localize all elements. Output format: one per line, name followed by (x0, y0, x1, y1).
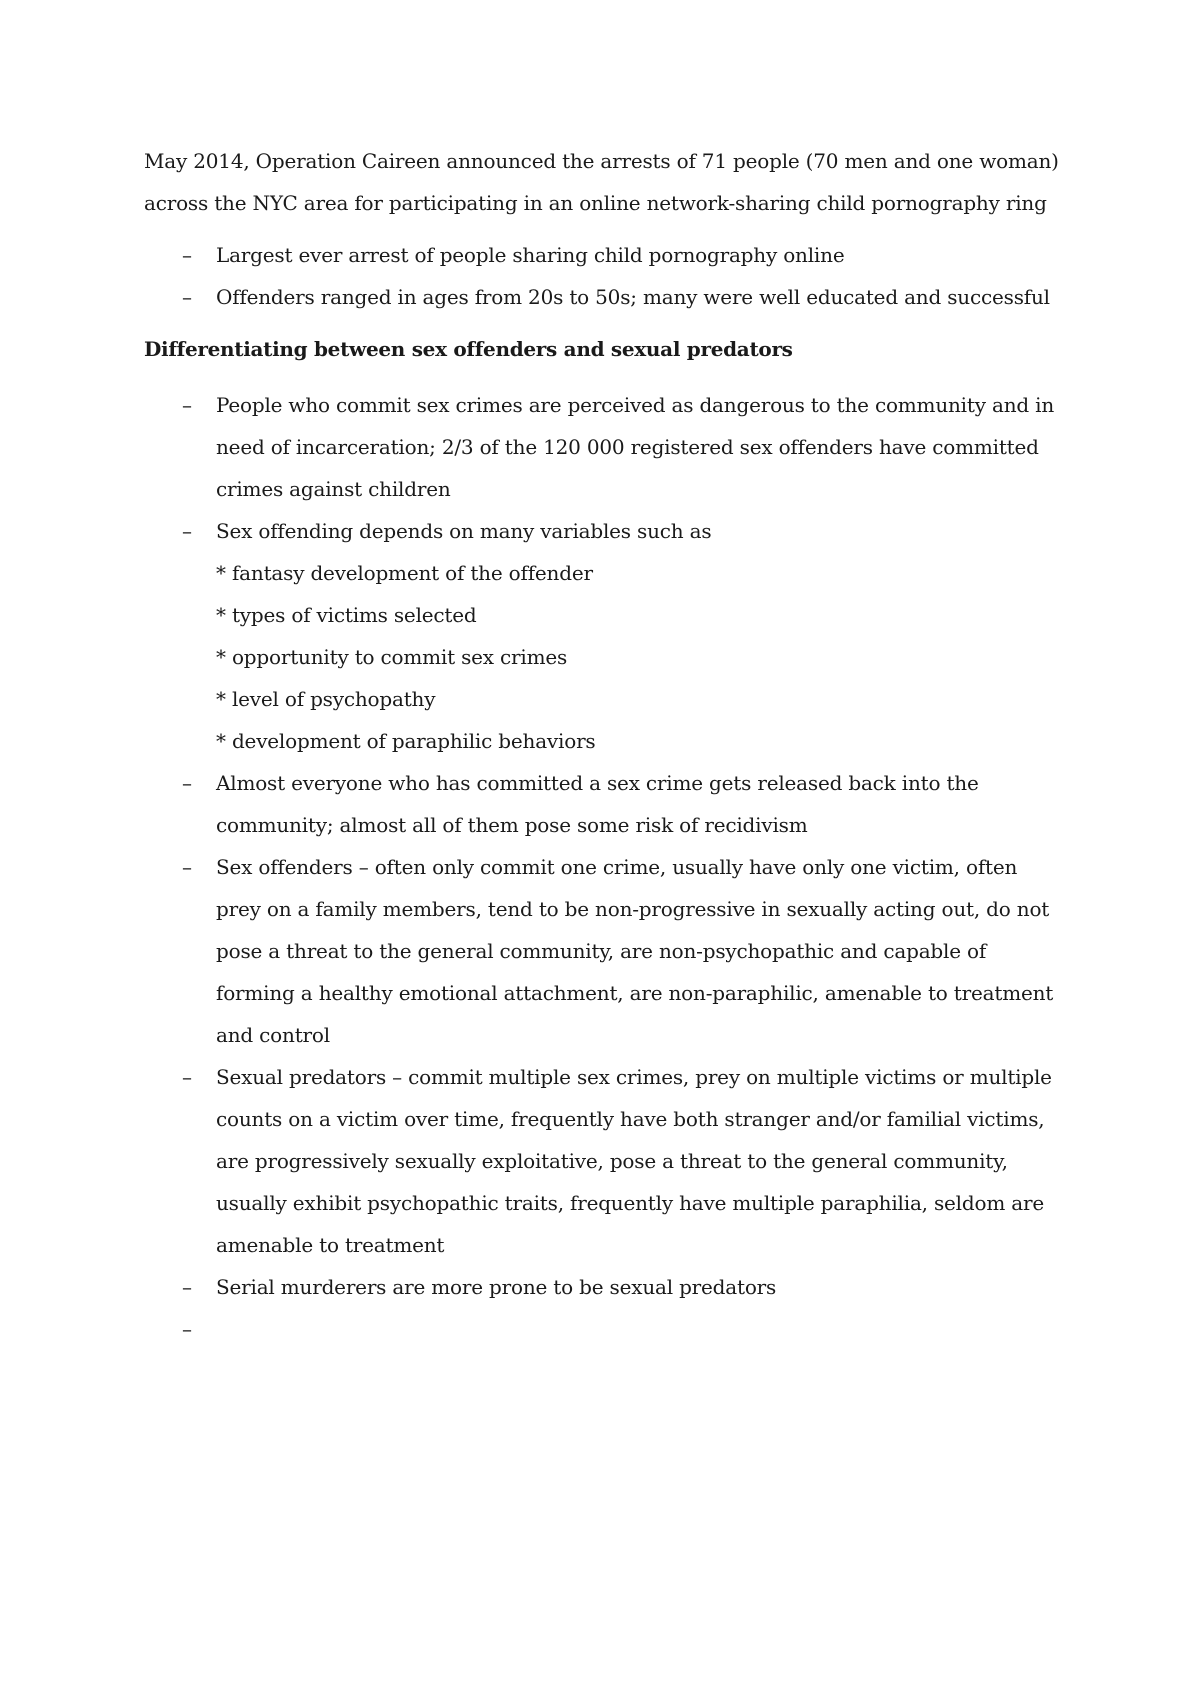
intro-line-1: May 2014, Operation Caireen announced the arrests of 71 people (70 men and one woman) (144, 149, 1059, 173)
dash-bullet: – (182, 393, 192, 417)
dash-bullet: – (182, 519, 192, 543)
dash-bullet: – (182, 771, 192, 795)
dash-bullet: – (182, 243, 192, 267)
list-item (144, 276, 1064, 318)
sub-list-item: * fantasy development of the offender (216, 561, 593, 585)
dash-bullet: – (182, 1275, 192, 1299)
list-item-text: Offenders ranged in ages from 20s to 50s; many were well educated and successful (216, 285, 1050, 309)
document-page (144, 140, 1064, 1360)
sub-list-item: * types of victims selected (216, 603, 477, 627)
list-item (144, 762, 1064, 846)
section-heading: Differentiating between sex offenders and sexual predators (144, 337, 793, 361)
list-item (144, 234, 1064, 276)
dash-bullet: – (182, 1317, 192, 1341)
intro-bullet-list (144, 234, 1064, 318)
main-bullet-list (144, 384, 1064, 1350)
dash-bullet: – (182, 855, 192, 879)
dash-bullet: – (182, 285, 192, 309)
sub-list-item: * opportunity to commit sex crimes (216, 645, 568, 669)
list-item-text: Sex offending depends on many variables such as (216, 519, 712, 543)
list-item-text: Largest ever arrest of people sharing child pornography online (216, 243, 845, 267)
list-item-text: People who commit sex crimes are perceived as dangerous to the community and in need of incarceration; 2/3 of the 120 000 registered sex offenders have committed crimes against children (216, 393, 1055, 501)
list-item-text: Almost everyone who has committed a sex crime gets released back into the community; almost all of them pose some risk of recidivism (216, 771, 979, 837)
sub-list-item: * development of paraphilic behaviors (216, 729, 596, 753)
list-item (144, 384, 1064, 510)
dash-bullet: – (182, 1065, 192, 1089)
intro-paragraph (144, 140, 1064, 224)
list-item-text: Sex offenders – often only commit one crime, usually have only one victim, often prey on a family members, tend to be non-progressive in sexually acting out, do not pose a threat to the general community, are non-psychopathic and capable of forming a healthy emotional attachment, are non-paraphilic, amenable to treatment and control (216, 855, 1054, 1047)
sub-list-item: * level of psychopathy (216, 687, 436, 711)
list-item (144, 1056, 1064, 1266)
list-item-text: Sexual predators – commit multiple sex crimes, prey on multiple victims or multiple counts on a victim over time, frequently have both stranger and/or familial victims, are progressively sexually exploitative, pose a threat to the general community, usually exhibit psychopathic traits, frequently have multiple paraphilia, seldom are amenable to treatment (216, 1065, 1052, 1257)
list-item (144, 1266, 1064, 1308)
list-item (144, 510, 1064, 762)
list-item (144, 846, 1064, 1056)
list-item-text: Serial murderers are more prone to be sexual predators (216, 1275, 777, 1299)
intro-line-2: across the NYC area for participating in an online network-sharing child pornography ring (144, 191, 1047, 215)
list-item-empty (144, 1308, 1064, 1350)
